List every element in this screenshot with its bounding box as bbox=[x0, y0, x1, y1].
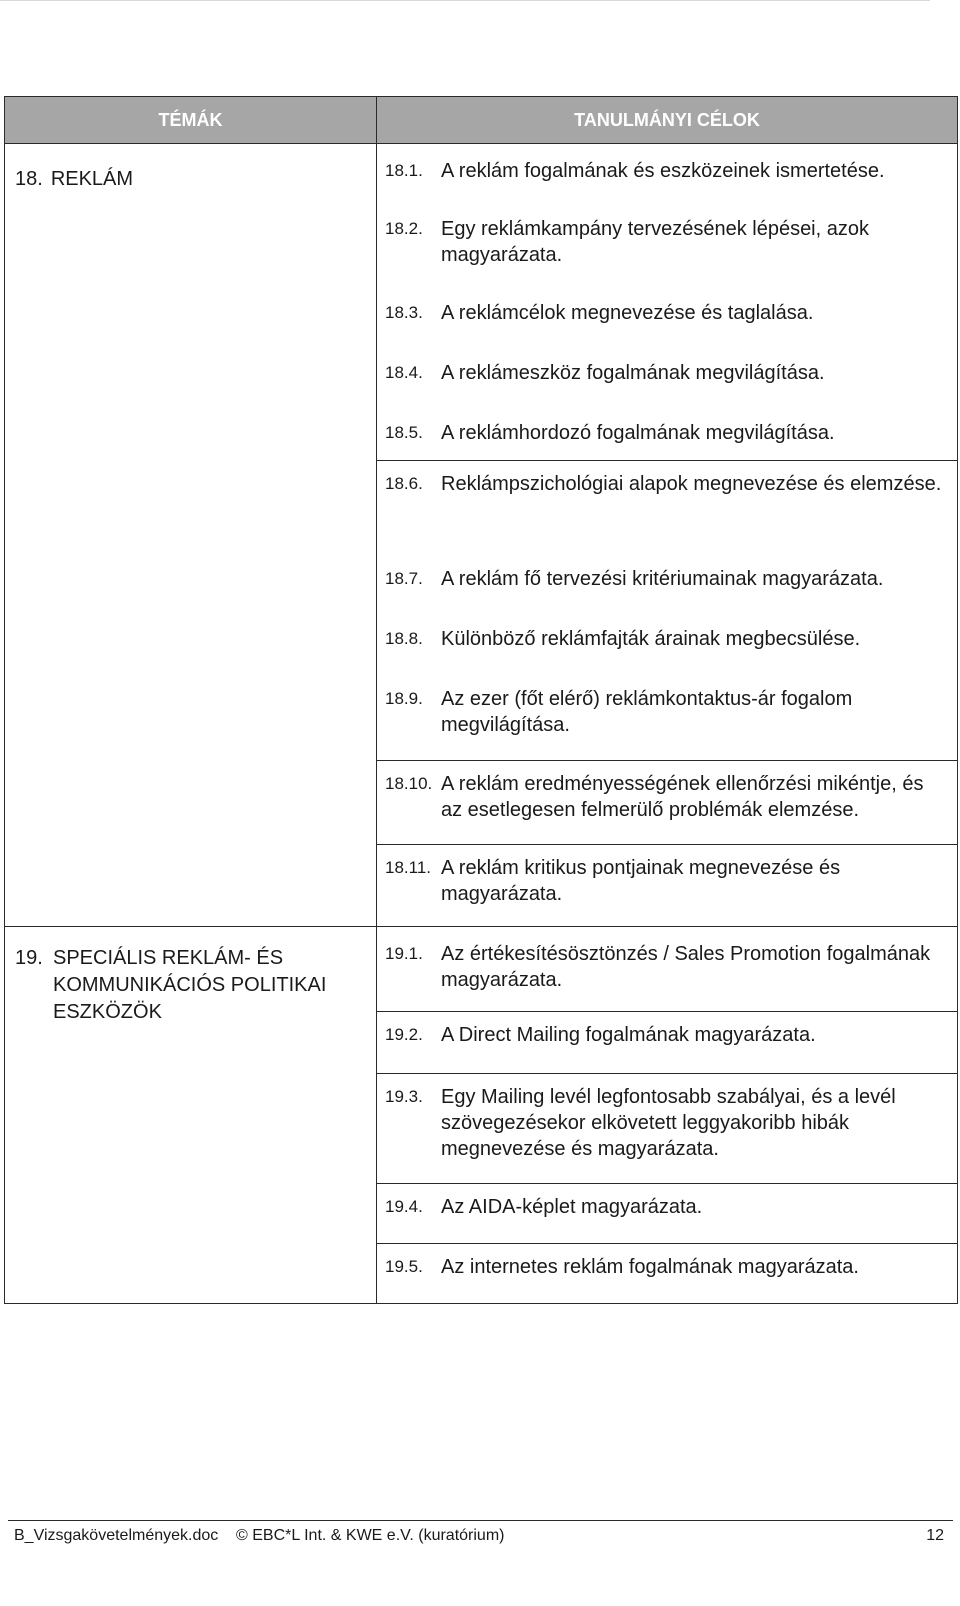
topic-title: REKLÁM bbox=[50, 168, 134, 190]
list-item bbox=[377, 410, 957, 460]
list-item bbox=[377, 144, 957, 206]
topic-title: SPECIÁLIS REKLÁM- ÉS KOMMUNIKÁCIÓS POLITIKAI ESZKÖZÖK bbox=[53, 947, 327, 1023]
list-item bbox=[377, 1073, 957, 1183]
goal-number: 19.3. bbox=[385, 1087, 423, 1106]
list-item bbox=[377, 350, 957, 410]
goal-text: A reklám kritikus pontjainak megnevezése és magyarázata. bbox=[441, 857, 841, 905]
page-number: 12 bbox=[926, 1527, 944, 1544]
goal-text: Az AIDA-képlet magyarázata. bbox=[441, 1196, 703, 1218]
goal-text: A reklámeszköz fogalmának megvilágítása. bbox=[441, 362, 825, 384]
goal-text: Reklámpszichológiai alapok megnevezése és elemzése. bbox=[441, 473, 942, 495]
goal-text: A reklámcélok megnevezése és taglalása. bbox=[441, 302, 814, 324]
list-item bbox=[377, 206, 957, 290]
top-rule bbox=[0, 0, 930, 1]
goal-text: A reklám fogalmának és eszközeinek ismertetése. bbox=[441, 160, 885, 182]
goal-text: A reklám eredményességének ellenőrzési mikéntje, és az esetlegesen felmerülő problémák elemzése. bbox=[441, 773, 924, 821]
topic-cell bbox=[5, 144, 377, 927]
goal-number: 19.2. bbox=[385, 1025, 423, 1044]
header-goals: TANULMÁNYI CÉLOK bbox=[377, 97, 958, 144]
list-item bbox=[377, 760, 957, 844]
goal-text: A Direct Mailing fogalmának magyarázata. bbox=[441, 1024, 816, 1046]
goal-text: Az internetes reklám fogalmának magyarázata. bbox=[441, 1256, 859, 1278]
goal-number: 18.6. bbox=[385, 474, 423, 493]
list-item bbox=[377, 460, 957, 556]
goal-text: A reklámhordozó fogalmának megvilágítása. bbox=[441, 422, 835, 444]
footer-doc-name: B_Vizsgakövetelmények.doc bbox=[14, 1527, 219, 1544]
footer-rule bbox=[8, 1520, 953, 1521]
goal-number: 18.4. bbox=[385, 363, 423, 382]
topic-number: 19. bbox=[15, 947, 43, 969]
footer-copyright: © EBC*L Int. & KWE e.V. (kuratórium) bbox=[236, 1527, 505, 1544]
goal-number: 18.3. bbox=[385, 303, 423, 322]
list-item bbox=[377, 844, 957, 926]
section-row-19 bbox=[5, 927, 958, 1304]
goal-number: 18.11. bbox=[385, 858, 432, 877]
section-row-18 bbox=[5, 144, 958, 927]
goals-cell bbox=[377, 144, 958, 927]
goal-number: 18.2. bbox=[385, 219, 423, 238]
goal-text: Különböző reklámfajták árainak megbecsülése. bbox=[441, 628, 861, 650]
list-item bbox=[377, 1183, 957, 1243]
list-item bbox=[377, 290, 957, 350]
goal-list bbox=[377, 927, 957, 1303]
list-item bbox=[377, 1243, 957, 1303]
goal-number: 18.5. bbox=[385, 423, 423, 442]
goal-text: A reklám fő tervezési kritériumainak magyarázata. bbox=[441, 568, 884, 590]
topic-number: 18. bbox=[15, 168, 43, 190]
page-footer bbox=[14, 1527, 944, 1545]
list-item bbox=[377, 1011, 957, 1073]
list-item bbox=[377, 927, 957, 1011]
goal-number: 18.10. bbox=[385, 774, 433, 793]
goal-text: Egy Mailing levél legfontosabb szabályai, és a levél szövegezésekor elkövetett leggyakoribb hibák megnevezése és magyarázata. bbox=[441, 1086, 896, 1160]
header-topics: TÉMÁK bbox=[5, 97, 377, 144]
goal-number: 19.4. bbox=[385, 1197, 423, 1216]
goal-number: 18.9. bbox=[385, 689, 423, 708]
goal-text: Az ezer (főt elérő) reklámkontaktus-ár fogalom megvilágítása. bbox=[441, 688, 853, 736]
table-header-row bbox=[5, 97, 958, 144]
syllabus-table bbox=[4, 96, 958, 1304]
list-item bbox=[377, 556, 957, 616]
goal-number: 18.8. bbox=[385, 629, 423, 648]
goal-list bbox=[377, 144, 957, 926]
goal-text: Az értékesítésösztönzés / Sales Promotion fogalmának magyarázata. bbox=[441, 943, 931, 991]
goals-cell bbox=[377, 927, 958, 1304]
goal-number: 19.5. bbox=[385, 1257, 423, 1276]
goal-text: Egy reklámkampány tervezésének lépései, azok magyarázata. bbox=[441, 218, 869, 266]
goal-number: 18.1. bbox=[385, 161, 423, 180]
goal-number: 18.7. bbox=[385, 569, 423, 588]
goal-number: 19.1. bbox=[385, 944, 423, 963]
topic-cell bbox=[5, 927, 377, 1304]
list-item bbox=[377, 676, 957, 760]
list-item bbox=[377, 616, 957, 676]
